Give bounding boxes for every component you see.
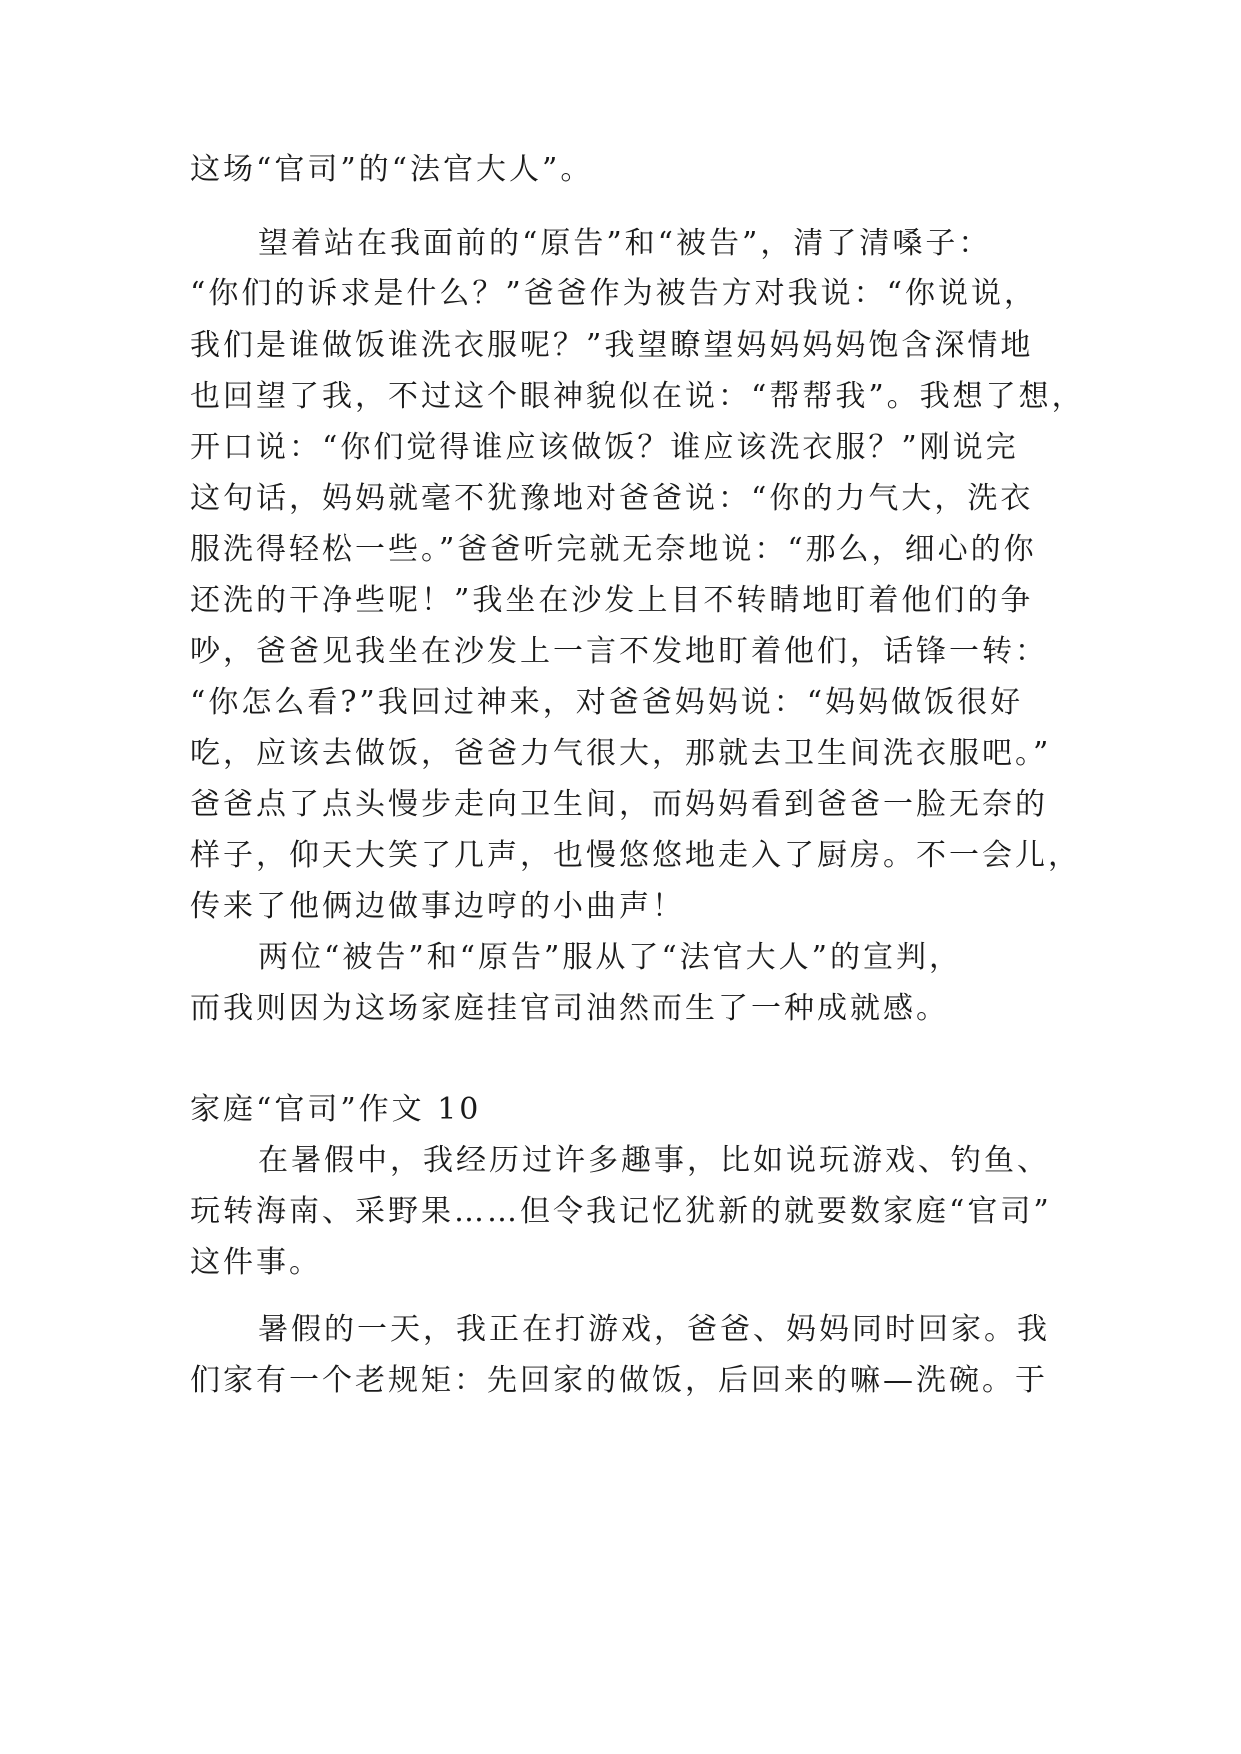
section-heading: 家庭“官司”作文 10 [190,1092,482,1127]
paragraph-line: 在暑假中，我经历过许多趣事，比如说玩游戏、钓鱼、 [258,1143,1050,1178]
paragraph-line: 开口说：“你们觉得谁应该做饭？谁应该洗衣服？”刚说完 [190,430,1019,465]
paragraph-line: 这场“官司”的“法官大人”。 [190,152,594,187]
paragraph-line: “你们的诉求是什么？”爸爸作为被告方对我说：“你说说， [190,276,1038,311]
paragraph-line: 还洗的干净些呢！”我坐在沙发上目不转睛地盯着他们的争 [190,583,1034,618]
paragraph-line: 望着站在我面前的“原告”和“被告”，清了清嗓子： [258,226,992,261]
paragraph-line: 吃，应该去做饭，爸爸力气很大，那就去卫生间洗衣服吧。” [190,736,1052,771]
paragraph-line: 这件事。 [190,1245,322,1280]
paragraph-line: “你怎么看?”我回过神来，对爸爸妈妈说：“妈妈做饭很好 [190,685,1024,720]
paragraph-line: 爸爸点了点头慢步走向卫生间，而妈妈看到爸爸一脸无奈的 [190,787,1048,822]
paragraph-line: 暑假的一天，我正在打游戏，爸爸、妈妈同时回家。我 [258,1312,1050,1347]
paragraph-line: 们家有一个老规矩：先回家的做饭，后回来的嘛—洗碗。于 [190,1363,1048,1398]
paragraph-line: 吵，爸爸见我坐在沙发上一言不发地盯着他们，话锋一转： [190,634,1048,669]
paragraph-line: 也回望了我，不过这个眼神貌似在说：“帮帮我”。我想了想， [190,379,1085,414]
paragraph-line: 而我则因为这场家庭挂官司油然而生了一种成就感。 [190,991,949,1026]
paragraph-line: 玩转海南、采野果……但令我记忆犹新的就要数家庭“官司” [190,1194,1052,1229]
paragraph-line: 服洗得轻松一些。”爸爸听完就无奈地说：“那么，细心的你 [190,532,1037,567]
paragraph-line: 传来了他俩边做事边哼的小曲声！ [190,889,685,924]
paragraph-line: 两位“被告”和“原告”服从了“法官大人”的宣判， [258,940,963,975]
paragraph-line: 这句话，妈妈就毫不犹豫地对爸爸说：“你的力气大，洗衣 [190,481,1034,516]
paragraph-line: 我们是谁做饭谁洗衣服呢？”我望瞭望妈妈妈妈饱含深情地 [190,328,1034,363]
paragraph-line: 样子，仰天大笑了几声，也慢悠悠地走入了厨房。不一会儿， [190,838,1081,873]
